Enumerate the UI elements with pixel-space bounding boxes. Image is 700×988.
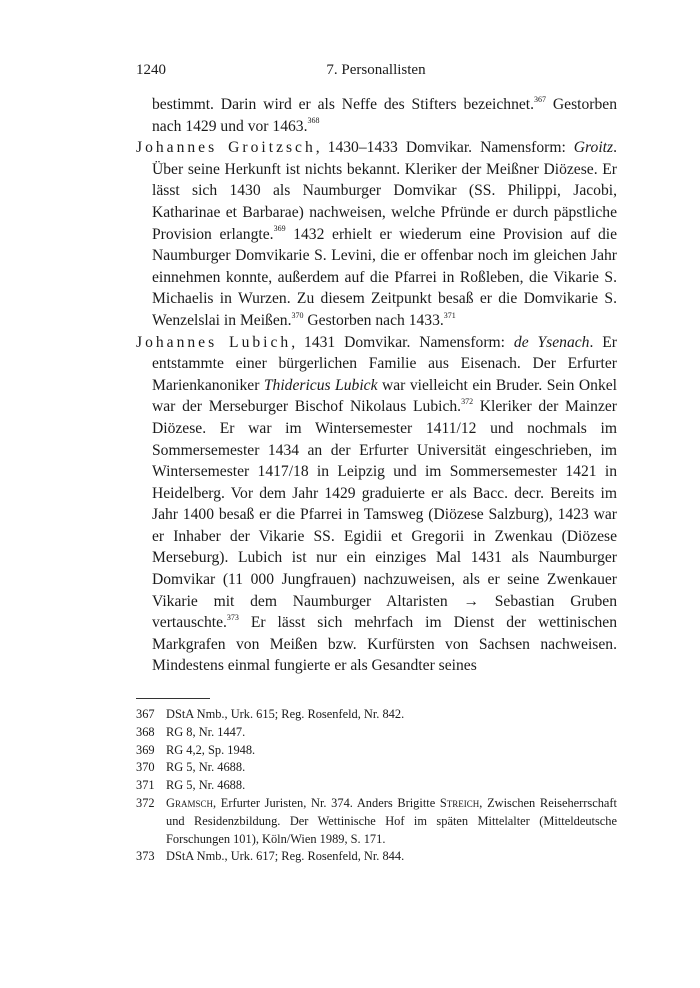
- footnotes: [136, 706, 617, 866]
- footnote-text: RG 5, Nr. 4688.: [166, 760, 246, 775]
- entry-name: Johannes Groitzsch: [136, 139, 316, 157]
- footnote-ref-370[interactable]: 370: [291, 310, 304, 320]
- entry-name: Johannes Lubich: [136, 333, 292, 351]
- text-span: 1432 erhielt er wiederum eine Provision auf die Naumburger Domvikarie S. Levini, die er offenbar noch im gleichen Jahr einnehmen konnte, außerdem auf die Pfarrei in Roßleben, die Vikarie S. Michaelis in Wurzen. Zu diesem Zeitpunkt besaß er die Domvikarie S. Wenzelslai in Meißen.: [152, 225, 617, 329]
- text-span: Er lässt sich mehrfach im Dienst der wettinischen Markgrafen von Meißen bzw. Kurfürsten von Sachsen nachweisen. Mindestens einmal fungierte er als Gesandter seines: [152, 614, 617, 675]
- text-span: bestimmt. Darin wird er als Neffe des Stifters bezeichnet.: [152, 96, 535, 113]
- footnote-text: , Erfurter Juristen, Nr. 374. Anders Brigitte: [212, 795, 440, 810]
- footnote-text: RG 4,2, Sp. 1948.: [166, 742, 256, 757]
- footnote-number: 367: [136, 707, 155, 721]
- entry-groitzsch: [136, 137, 617, 331]
- footnote-text: RG 8, Nr. 1447.: [166, 724, 246, 739]
- footnote-ref-368[interactable]: 368: [307, 116, 320, 126]
- author-name: Streich: [439, 795, 480, 810]
- footnote-number: 371: [136, 778, 155, 793]
- continued-paragraph: [136, 94, 617, 137]
- entry-lubich: [136, 332, 617, 678]
- footnote-text: DStA Nmb., Urk. 615; Reg. Rosenfeld, Nr. 842.: [166, 707, 405, 721]
- footnote-ref-372[interactable]: 372: [461, 397, 474, 407]
- footnote-369: [136, 742, 617, 760]
- text-span: , 1431 Domvikar. Namensform:: [291, 333, 514, 351]
- footnote-367: [136, 706, 617, 724]
- footnote-text: , Zwischen Reiseherrschaft und Residenzbildung. Der Wettinische Hof im späten Mittelalter (Mitteldeutsche Forschungen 101), Köln/Wien 1989, S. 171.: [166, 795, 617, 846]
- footnote-number: 369: [136, 742, 155, 757]
- footnote-373: [136, 848, 617, 866]
- footnote-372: [136, 795, 617, 848]
- footnote-text: DStA Nmb., Urk. 617; Reg. Rosenfeld, Nr. 844.: [166, 849, 405, 864]
- text-span: . Er entstammte einer bürgerlichen Familie aus Eisenach. Der Erfurter Marienkanoniker: [152, 333, 617, 394]
- text-span: Kleriker der Mainzer Diözese. Er war im Wintersemester 1411/12 und nochmals im Sommersemester 1434 an der Erfurter Universität eingeschrieben, im Wintersemester 1417/18 in Leipzig und im Sommersemester 1421 in Heidelberg. Vor dem Jahr 1429 graduierte er als Bacc. decr. Bereits im Jahr 1400 besaß er die Pfarrei in Tamsweg (Diözese Salzburg), 1423 war er Inhaber der Vikarie SS. Egidii et Gregorii in Zwenkau (Diözese Merseburg). Lubich ist nur ein einziges Mal 1431 als Naumburger Domvikar (11 000 Jungfrauen) nachzuweisen, als er seine Zwenkauer Vikarie mit dem Naumburger Altaristen → Sebastian Gruben vertauschte.: [152, 398, 617, 632]
- footnote-370: [136, 759, 617, 777]
- text-span: war vielleicht ein Bruder. Sein Onkel war der Merseburger Bischof Nikolaus Lubich.: [152, 376, 618, 416]
- main-text: [136, 94, 617, 677]
- author-name: Gramsch: [166, 795, 213, 810]
- text-span: Gestorben nach 1429 und vor 1463.: [152, 96, 617, 135]
- footnote-368: [136, 724, 617, 742]
- chapter-title: 7. Personallisten: [326, 62, 426, 78]
- footnote-number: 372: [136, 795, 155, 810]
- text-span: , 1430–1433 Domvikar. Namensform:: [315, 139, 574, 157]
- footnote-ref-373[interactable]: 373: [226, 613, 239, 623]
- footnote-ref-369[interactable]: 369: [273, 224, 286, 234]
- name-form: Groitz: [573, 139, 614, 157]
- footnote-divider: [136, 698, 210, 699]
- text-span: Gestorben nach 1433.: [303, 311, 444, 329]
- text-span: . Über seine Herkunft ist nichts bekannt. Kleriker der Meißner Diözese. Er lässt sich 1430 als Naumburger Domvikar (SS. Philippi, Jacobi, Katharinae et Barbarae) nachweisen, welche Pfründe er durch päpstliche Provision erlangte.: [152, 139, 617, 243]
- footnote-number: 373: [136, 849, 155, 864]
- page-number: 1240: [136, 62, 166, 78]
- name-form: de Ysenach: [513, 333, 590, 351]
- footnote-number: 370: [136, 760, 155, 775]
- footnote-371: [136, 777, 617, 795]
- person-name: Thidericus Lubick: [263, 376, 378, 394]
- footnote-number: 368: [136, 724, 155, 739]
- footnote-ref-371[interactable]: 371: [443, 310, 456, 320]
- running-head: [136, 62, 616, 82]
- footnote-ref-367[interactable]: 367: [534, 94, 547, 104]
- footnote-text: RG 5, Nr. 4688.: [166, 778, 246, 793]
